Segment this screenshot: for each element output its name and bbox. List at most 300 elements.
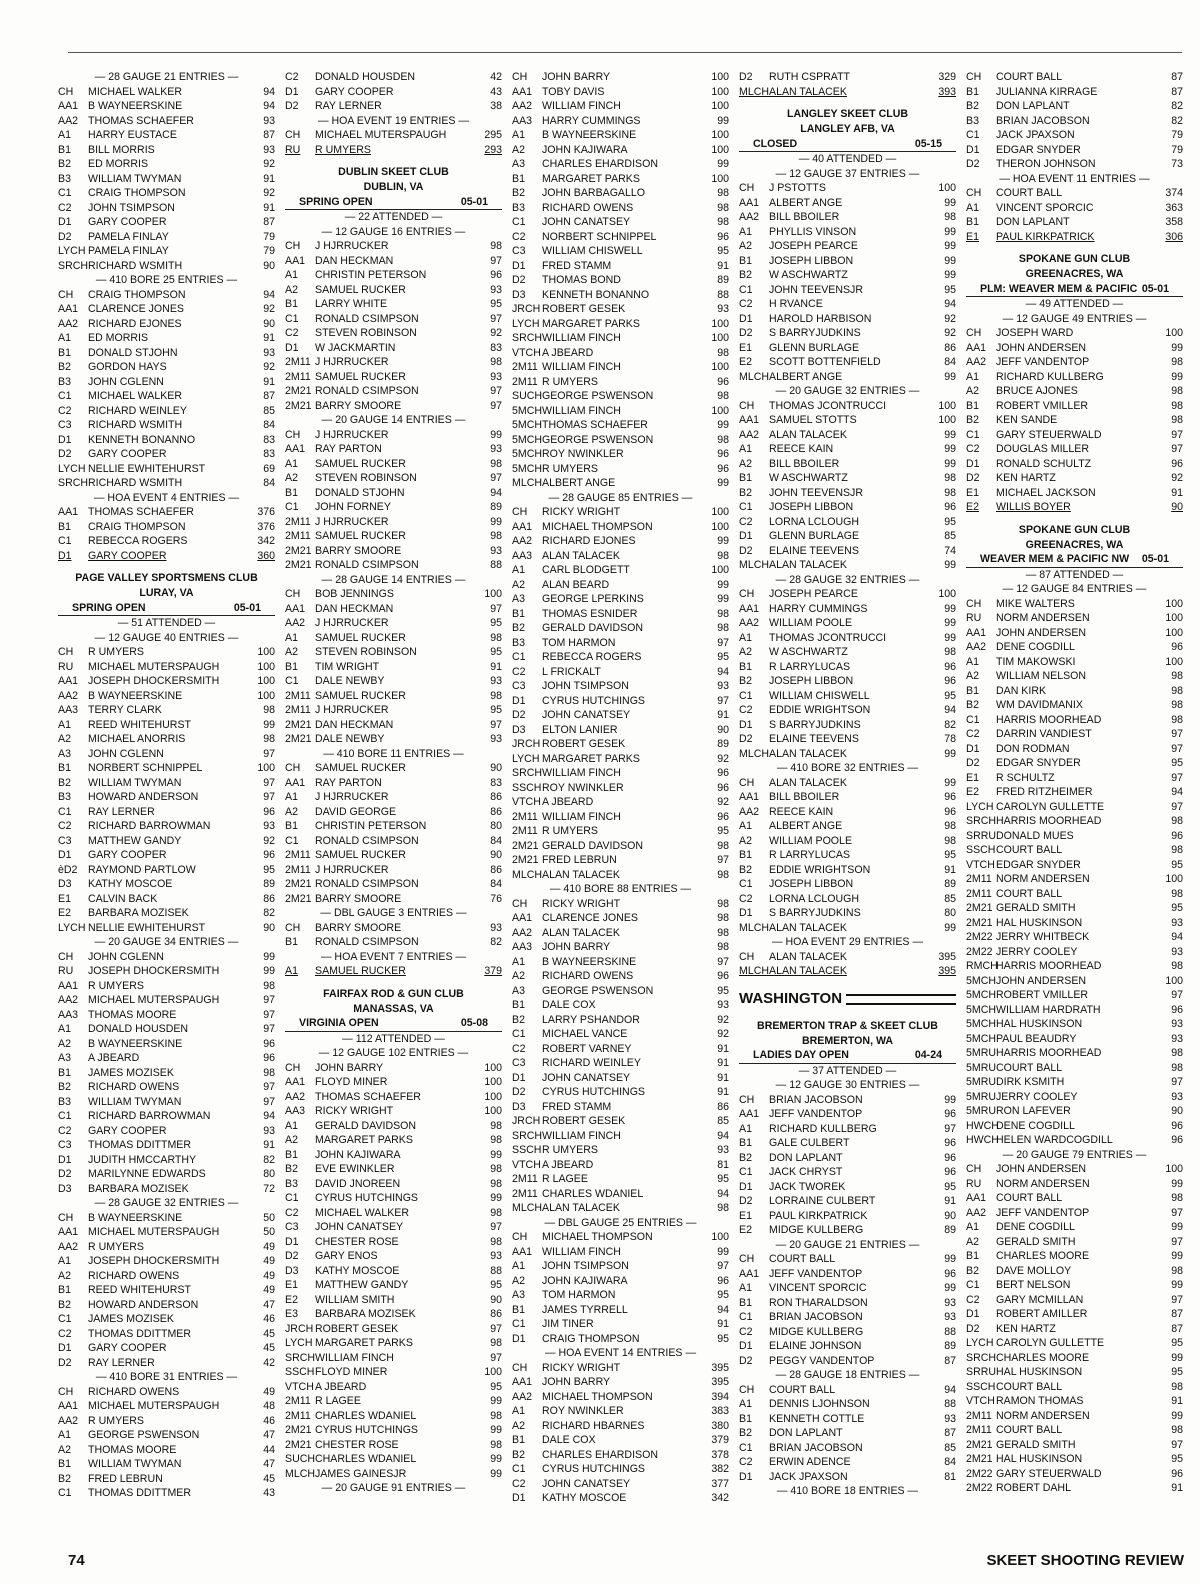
class-code: B2	[512, 1013, 525, 1026]
score: 98	[1171, 699, 1183, 711]
score: 395	[938, 950, 956, 963]
score: 91	[717, 259, 729, 272]
class-code: A2	[739, 646, 752, 658]
club-location: LANGLEY AFB, VA	[800, 123, 895, 135]
shooter-name: R UMYERS	[88, 979, 144, 992]
result-row	[285, 1061, 502, 1076]
class-code: D1	[512, 1071, 526, 1084]
score: 99	[1171, 1351, 1183, 1364]
class-code: AA3	[512, 549, 533, 562]
shooter-name: BARRY SMOORE	[315, 399, 402, 412]
shooter-name: DENNIS LJOHNSON	[769, 1398, 870, 1410]
score: 98	[717, 549, 729, 562]
score: 96	[263, 849, 275, 861]
result-row	[285, 1220, 502, 1235]
result-row	[512, 447, 729, 462]
class-code: B1	[512, 1303, 525, 1316]
shooter-name: J HJRRUCKER	[315, 704, 389, 716]
result-row	[966, 486, 1183, 501]
class-code: A1	[512, 955, 525, 968]
result-row	[966, 1104, 1183, 1119]
result-row	[512, 1433, 729, 1448]
score: 98	[1171, 844, 1183, 856]
result-row	[966, 597, 1183, 612]
result-row	[58, 215, 275, 230]
class-code: CH	[512, 897, 528, 910]
class-code: AA3	[58, 704, 79, 716]
result-row	[966, 1264, 1183, 1279]
class-code: B2	[58, 1298, 71, 1311]
result-row	[966, 916, 1183, 931]
score: 98	[490, 1235, 502, 1248]
shooter-name: PHYLLIS VINSON	[769, 225, 857, 238]
result-row	[58, 1399, 275, 1414]
result-row	[285, 1264, 502, 1279]
shooter-name: NORBERT SCHNIPPEL	[88, 762, 203, 774]
shooter-name: MICHAEL JACKSON	[996, 486, 1096, 499]
score: 98	[717, 433, 729, 446]
class-code: SSCH	[512, 1144, 542, 1156]
score: 43	[263, 1487, 275, 1499]
result-row	[285, 1307, 502, 1322]
class-code: A1	[58, 1429, 71, 1441]
result-row	[58, 317, 275, 332]
score: 98	[717, 346, 729, 359]
result-row	[58, 950, 275, 965]
result-row	[58, 1283, 275, 1298]
shooter-name: GERALD DAVIDSON	[542, 622, 644, 634]
shooter-name: GEORGE PSWENSON	[542, 984, 654, 997]
shooter-name: JOHN CANATSEY	[315, 1221, 404, 1233]
result-row	[58, 186, 275, 201]
score: 49	[263, 1269, 275, 1282]
score: 99	[1171, 370, 1183, 383]
class-code: B2	[966, 1264, 979, 1277]
result-row	[739, 210, 956, 225]
class-code: B3	[58, 1095, 71, 1108]
score: 99	[717, 158, 729, 170]
score: 97	[490, 312, 502, 325]
result-row	[285, 1423, 502, 1438]
shooter-name: CALVIN BACK	[88, 892, 158, 905]
score: 89	[944, 878, 956, 890]
shooter-name: MICHAEL MUTERSPAUGH	[88, 1226, 220, 1238]
score: 48	[263, 1400, 275, 1412]
score: 95	[944, 515, 956, 528]
shooter-name: DIRK KSMITH	[996, 1076, 1065, 1088]
class-code: A3	[512, 593, 525, 605]
result-row	[58, 157, 275, 172]
score: 79	[263, 245, 275, 257]
shooter-name: TOM HARMON	[542, 636, 616, 649]
class-code: AA1	[285, 602, 306, 615]
result-row	[58, 718, 275, 733]
score: 92	[490, 327, 502, 339]
score: 93	[490, 733, 502, 745]
score: 46	[263, 1414, 275, 1427]
shooter-name: CHESTER ROSE	[315, 1235, 399, 1248]
result-row	[58, 1428, 275, 1443]
result-row	[58, 979, 275, 994]
shooter-name: DALE COX	[542, 999, 596, 1011]
class-code: AA1	[285, 1076, 306, 1088]
class-code: AA1	[58, 1226, 79, 1238]
shooter-name: PAUL BEAUDRY	[996, 1032, 1077, 1045]
result-row	[58, 1472, 275, 1487]
shooter-name: MARGARET PARKS	[315, 1337, 413, 1349]
shooter-name: WILLIAM NELSON	[996, 670, 1087, 682]
result-row	[966, 1481, 1183, 1496]
class-code: CH	[58, 288, 74, 301]
class-code: E2	[966, 501, 979, 513]
score: 100	[711, 129, 729, 141]
shooter-name: COURT BALL	[996, 887, 1063, 900]
class-code: E1	[966, 230, 979, 243]
class-code: 5MCH	[512, 433, 543, 446]
shooter-name: CAROLYN GULLETTE	[996, 800, 1105, 813]
class-code: 2M11	[285, 356, 311, 368]
result-row	[739, 631, 956, 646]
result-row	[966, 930, 1183, 945]
shooter-name: BARBARA MOZISEK	[88, 1182, 189, 1195]
class-code: SUCH	[285, 1453, 316, 1465]
class-code: A1	[966, 201, 979, 214]
score: 99	[944, 254, 956, 267]
class-code: 5MCH	[512, 419, 543, 431]
score: 92	[1171, 472, 1183, 484]
result-row	[512, 1375, 729, 1390]
class-code: A1	[512, 1260, 525, 1272]
shooter-name: JOSEPH PEARCE	[769, 240, 858, 252]
shoot-name: VIRGINIA OPEN	[299, 1017, 379, 1029]
result-row	[58, 99, 275, 114]
class-code: C2	[58, 820, 72, 832]
club-location: DUBLIN, VA	[363, 181, 424, 193]
class-code: A1	[739, 1122, 752, 1135]
class-code: A3	[58, 747, 71, 760]
class-code: 5MCH	[966, 1003, 997, 1016]
result-row	[966, 341, 1183, 356]
class-code: B1	[58, 143, 71, 156]
class-code: A3	[512, 1289, 525, 1301]
class-code: C2	[285, 71, 299, 83]
class-code: C2	[739, 515, 753, 528]
result-row	[285, 1467, 502, 1482]
shooter-name: RONALD CSIMPSON	[315, 312, 419, 325]
result-row	[58, 476, 275, 491]
shooter-name: HAL HUSKINSON	[996, 1018, 1083, 1030]
shooter-name: MICHAEL WALKER	[88, 85, 182, 98]
result-row	[512, 520, 729, 535]
score: 99	[1171, 1221, 1183, 1233]
score: 100	[484, 1105, 502, 1117]
class-code: C1	[739, 1166, 753, 1178]
class-code: 5MRU	[966, 1047, 997, 1059]
class-code: E1	[966, 771, 979, 784]
score: 49	[263, 1385, 275, 1398]
shooter-name: WILLIAM TWYMAN	[88, 776, 182, 789]
score: 42	[263, 1356, 275, 1369]
score: 45	[263, 1342, 275, 1354]
shooter-name: R SCHULTZ	[996, 771, 1055, 784]
result-row	[512, 984, 729, 999]
result-row	[966, 442, 1183, 457]
result-row	[739, 500, 956, 515]
score: 98	[1171, 399, 1183, 412]
result-row	[739, 1310, 956, 1325]
score: 97	[263, 1081, 275, 1093]
result-row	[966, 1452, 1183, 1467]
class-code: A2	[512, 143, 525, 156]
result-row	[285, 761, 502, 776]
class-code: 2M11	[285, 863, 311, 876]
shooter-name: DAN KIRK	[996, 684, 1047, 697]
shooter-name: A JBEARD	[315, 1380, 367, 1393]
shooter-name: ALAN TALACEK	[542, 926, 620, 939]
shooter-name: MARGARET PARKS	[542, 172, 640, 185]
score: 93	[263, 346, 275, 359]
score: 93	[490, 544, 502, 557]
result-row	[512, 665, 729, 680]
score: 99	[944, 631, 956, 644]
class-code: CH	[739, 182, 755, 194]
class-code: C2	[58, 1124, 72, 1137]
result-row	[739, 1426, 956, 1441]
result-row	[285, 1293, 502, 1308]
score: 98	[717, 201, 729, 214]
class-code: AA2	[739, 428, 760, 441]
score: 395	[938, 965, 956, 977]
score: 86	[490, 1308, 502, 1320]
result-row	[512, 157, 729, 172]
score: 91	[717, 1042, 729, 1055]
shooter-name: JOHN BARRY	[315, 1061, 384, 1074]
class-code: A1	[58, 332, 71, 344]
score: 47	[263, 1429, 275, 1441]
shooter-name: COURT BALL	[996, 1192, 1063, 1204]
score: 95	[1171, 858, 1183, 871]
event-header: — 410 BORE 88 ENTRIES —	[549, 883, 692, 895]
score: 97	[1171, 742, 1183, 755]
score: 98	[263, 733, 275, 745]
class-code: AA1	[58, 303, 79, 315]
class-code: C2	[512, 665, 526, 678]
score: 82	[263, 1153, 275, 1166]
class-code: AA1	[285, 776, 306, 789]
class-code: CH	[966, 597, 982, 610]
club-location: GREENACRES, WA	[1025, 268, 1124, 280]
class-code: B1	[58, 1066, 71, 1079]
shooter-name: WILLIAM FINCH	[542, 810, 621, 823]
class-code: AA2	[966, 1206, 987, 1219]
class-code: HWCH	[966, 1134, 999, 1146]
club-location: GREENACRES, WA	[1025, 538, 1124, 551]
class-code: B2	[739, 675, 752, 687]
class-code: A2	[285, 1134, 298, 1146]
score: 98	[944, 834, 956, 847]
class-code: RU	[58, 965, 74, 977]
result-row	[739, 1325, 956, 1340]
class-code: D1	[739, 1340, 753, 1352]
result-row	[966, 186, 1183, 201]
shooter-name: FRED RITZHEIMER	[996, 786, 1093, 798]
class-code: AA1	[966, 341, 987, 354]
class-code: AA1	[58, 506, 79, 518]
score: 95	[490, 1380, 502, 1393]
shooter-name: STEVEN ROBINSON	[315, 472, 417, 484]
result-row	[739, 471, 956, 486]
shooter-name: COURT BALL	[996, 1424, 1063, 1436]
class-code: B1	[966, 216, 979, 228]
class-code: AA2	[512, 535, 533, 547]
shooter-name: BILL BBOILER	[769, 457, 840, 470]
class-code: 2M22	[966, 1467, 993, 1480]
score: 97	[1171, 1438, 1183, 1451]
result-row	[512, 143, 729, 158]
score: 90	[717, 723, 729, 736]
class-code: A1	[512, 129, 525, 141]
result-row	[739, 674, 956, 689]
shooter-name: HELEN WARDCOGDILL	[996, 1134, 1113, 1146]
shooter-name: JOHN TSIMPSON	[88, 201, 175, 214]
result-row	[966, 1119, 1183, 1134]
shooter-name: S BARRYJUDKINS	[769, 327, 861, 339]
shooter-name: ELTON LANIER	[542, 723, 618, 736]
result-row	[512, 911, 729, 926]
result-row	[285, 631, 502, 646]
result-row	[58, 143, 275, 158]
class-code: A1	[58, 129, 71, 141]
class-code: E2	[58, 907, 71, 919]
result-row	[58, 1022, 275, 1037]
class-code: C2	[739, 1325, 753, 1338]
shooter-name: B WAYNEERSKINE	[88, 1211, 183, 1224]
event-header: — 51 ATTENDED —	[117, 617, 216, 629]
shooter-name: BRUCE AJONES	[996, 385, 1078, 397]
class-code: E2	[285, 1293, 298, 1306]
score: 88	[944, 1398, 956, 1410]
shooter-name: BRIAN JACOBSON	[996, 114, 1090, 127]
class-code: B2	[739, 1427, 752, 1439]
shooter-name: JOSEPH LIBBON	[769, 878, 854, 890]
class-code: E1	[285, 1279, 298, 1291]
score: 98	[490, 1337, 502, 1349]
class-code: 2M11	[285, 370, 311, 383]
shooter-name: RONALD CSIMPSON	[315, 834, 419, 847]
shooter-name: REBECCA ROGERS	[542, 651, 642, 663]
score: 98	[1171, 960, 1183, 972]
result-row	[739, 790, 956, 805]
score: 376	[257, 520, 275, 533]
class-code: JRCH	[512, 303, 541, 315]
class-code: RMCH	[966, 960, 998, 972]
shooter-name: EDGAR SNYDER	[996, 143, 1081, 156]
class-code: C1	[966, 428, 980, 441]
class-code: C3	[285, 1221, 299, 1233]
class-code: 2M11	[285, 849, 311, 861]
result-row	[285, 500, 502, 515]
shooter-name: CRAIG THOMPSON	[88, 520, 186, 533]
class-code: C1	[58, 1313, 72, 1325]
shooter-name: RICHARD BARROWMAN	[88, 1110, 211, 1122]
shooter-name: REED WHITEHURST	[88, 718, 191, 731]
result-row	[512, 476, 729, 491]
class-code: E2	[739, 1224, 752, 1236]
result-row	[285, 1090, 502, 1105]
class-code: B3	[58, 375, 71, 388]
score: 90	[1171, 1105, 1183, 1117]
score: 93	[1171, 1018, 1183, 1030]
result-row	[285, 718, 502, 733]
class-code: C1	[512, 1318, 526, 1330]
result-row	[285, 1104, 502, 1119]
score: 81	[944, 1470, 956, 1483]
class-code: D2	[966, 757, 980, 769]
class-code: C2	[512, 230, 526, 243]
class-code: AA1	[512, 520, 533, 533]
class-code: C2	[739, 1456, 753, 1468]
class-code: CH	[285, 1061, 301, 1074]
score: 99	[717, 578, 729, 591]
class-code: AA1	[58, 675, 79, 687]
shooter-name: SAMUEL RUCKER	[315, 457, 406, 470]
score: 89	[944, 1224, 956, 1236]
shooter-name: DON RODMAN	[996, 742, 1070, 755]
shooter-name: TIM MAKOWSKI	[996, 655, 1076, 668]
result-row	[512, 433, 729, 448]
result-row	[966, 1293, 1183, 1308]
class-code: B1	[285, 660, 298, 673]
shooter-name: DAN HECKMAN	[315, 718, 394, 731]
score: 98	[490, 1438, 502, 1451]
shooter-name: THOMAS SCHAEFER	[542, 419, 648, 431]
result-row	[512, 636, 729, 651]
result-row	[739, 1267, 956, 1282]
shooter-name: GERALD DAVIDSON	[315, 1119, 417, 1132]
score: 98	[490, 1119, 502, 1132]
score: 96	[717, 970, 729, 982]
score: 99	[944, 747, 956, 760]
shooter-name: JULIANNA KIRRAGE	[996, 85, 1098, 98]
score: 90	[490, 762, 502, 774]
result-row	[512, 1404, 729, 1419]
shooter-name: RAY LERNER	[88, 805, 155, 818]
score: 99	[490, 515, 502, 528]
class-code: 2M11	[285, 515, 311, 528]
class-code: 5MRU	[966, 1061, 997, 1074]
score: 91	[944, 863, 956, 876]
club-location: MANASSAS, VA	[353, 1002, 434, 1015]
class-code: 5MCH	[512, 462, 543, 475]
score: 99	[944, 617, 956, 629]
class-code: E2	[739, 356, 752, 368]
result-row	[285, 85, 502, 100]
shooter-name: JOHN ANDERSEN	[996, 1163, 1087, 1175]
result-row	[512, 505, 729, 520]
shooter-name: BARRY SMOORE	[315, 892, 402, 905]
shooter-name: JOHN BARBAGALLO	[542, 187, 646, 199]
score: 83	[490, 776, 502, 789]
result-row	[966, 742, 1183, 757]
class-code: SSCH	[966, 1380, 996, 1393]
shooter-name: CAROLYN GULLETTE	[996, 1337, 1105, 1349]
result-row	[966, 713, 1183, 728]
result-row	[285, 1235, 502, 1250]
result-row	[739, 776, 956, 791]
class-code: VTCH	[512, 1158, 541, 1171]
shooter-name: WILLIAM FINCH	[542, 1129, 621, 1142]
class-code: 2M21	[285, 878, 312, 890]
